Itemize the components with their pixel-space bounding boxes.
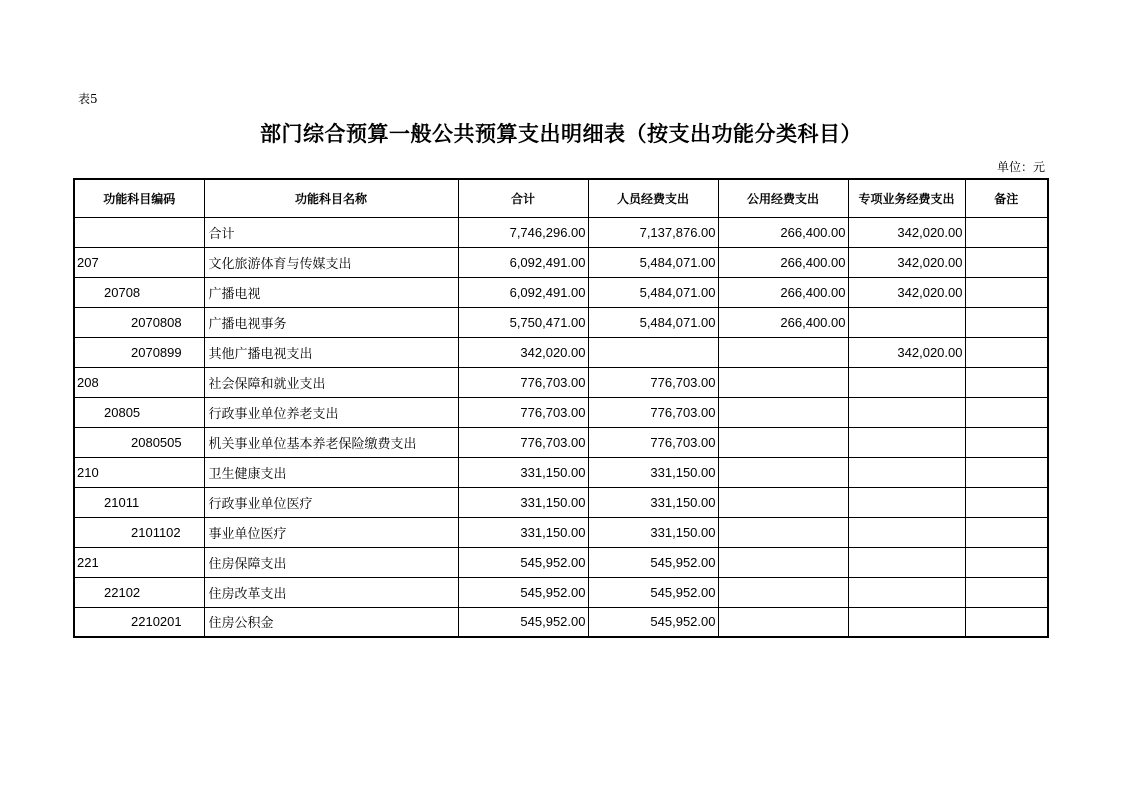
cell-total: 5,750,471.00 xyxy=(458,307,588,337)
cell-special xyxy=(848,547,965,577)
cell-code: 20805 xyxy=(74,397,204,427)
cell-public: 266,400.00 xyxy=(718,307,848,337)
table-row xyxy=(74,247,1048,277)
table-row xyxy=(74,487,1048,517)
cell-personnel: 545,952.00 xyxy=(588,547,718,577)
table-body xyxy=(74,217,1048,637)
cell-special xyxy=(848,427,965,457)
cell-code: 208 xyxy=(74,367,204,397)
cell-public xyxy=(718,367,848,397)
cell-personnel: 776,703.00 xyxy=(588,367,718,397)
header-personnel: 人员经费支出 xyxy=(588,179,718,217)
cell-name: 住房公积金 xyxy=(204,607,458,637)
cell-remark xyxy=(965,277,1048,307)
cell-total: 6,092,491.00 xyxy=(458,277,588,307)
cell-name: 行政事业单位医疗 xyxy=(204,487,458,517)
cell-special xyxy=(848,367,965,397)
cell-remark xyxy=(965,367,1048,397)
cell-personnel: 7,137,876.00 xyxy=(588,217,718,247)
cell-personnel: 331,150.00 xyxy=(588,487,718,517)
cell-total: 342,020.00 xyxy=(458,337,588,367)
cell-personnel: 545,952.00 xyxy=(588,577,718,607)
cell-name: 社会保障和就业支出 xyxy=(204,367,458,397)
table-number-label: 表5 xyxy=(78,92,98,106)
table-row xyxy=(74,397,1048,427)
cell-code: 2070808 xyxy=(74,307,204,337)
cell-personnel: 5,484,071.00 xyxy=(588,307,718,337)
unit-label: 单位：元 xyxy=(996,160,1045,174)
cell-name: 卫生健康支出 xyxy=(204,457,458,487)
cell-total: 331,150.00 xyxy=(458,487,588,517)
table-row xyxy=(74,217,1048,247)
cell-remark xyxy=(965,397,1048,427)
table-row xyxy=(74,307,1048,337)
cell-special xyxy=(848,307,965,337)
cell-personnel: 776,703.00 xyxy=(588,427,718,457)
cell-remark xyxy=(965,307,1048,337)
cell-code: 210 xyxy=(74,457,204,487)
cell-public xyxy=(718,337,848,367)
cell-name: 广播电视事务 xyxy=(204,307,458,337)
cell-name: 住房改革支出 xyxy=(204,577,458,607)
cell-code: 2080505 xyxy=(74,427,204,457)
cell-remark xyxy=(965,517,1048,547)
cell-public xyxy=(718,547,848,577)
cell-special xyxy=(848,397,965,427)
cell-personnel: 776,703.00 xyxy=(588,397,718,427)
cell-code: 2210201 xyxy=(74,607,204,637)
cell-public xyxy=(718,577,848,607)
table-row xyxy=(74,457,1048,487)
cell-special xyxy=(848,607,965,637)
cell-code: 22102 xyxy=(74,577,204,607)
cell-public xyxy=(718,517,848,547)
cell-public xyxy=(718,607,848,637)
cell-remark xyxy=(965,547,1048,577)
table-header-row xyxy=(74,179,1048,217)
table-row xyxy=(74,607,1048,637)
cell-remark xyxy=(965,457,1048,487)
table-row xyxy=(74,277,1048,307)
cell-code: 2101102 xyxy=(74,517,204,547)
cell-special xyxy=(848,517,965,547)
cell-name: 文化旅游体育与传媒支出 xyxy=(204,247,458,277)
cell-remark xyxy=(965,607,1048,637)
cell-remark xyxy=(965,487,1048,517)
cell-remark xyxy=(965,577,1048,607)
table-row xyxy=(74,577,1048,607)
cell-code xyxy=(74,217,204,247)
cell-personnel xyxy=(588,337,718,367)
cell-remark xyxy=(965,427,1048,457)
cell-special: 342,020.00 xyxy=(848,247,965,277)
cell-total: 7,746,296.00 xyxy=(458,217,588,247)
header-remark: 备注 xyxy=(965,179,1048,217)
cell-special xyxy=(848,487,965,517)
cell-remark xyxy=(965,337,1048,367)
cell-name: 住房保障支出 xyxy=(204,547,458,577)
cell-public xyxy=(718,457,848,487)
cell-name: 机关事业单位基本养老保险缴费支出 xyxy=(204,427,458,457)
cell-public: 266,400.00 xyxy=(718,217,848,247)
cell-total: 6,092,491.00 xyxy=(458,247,588,277)
header-code: 功能科目编码 xyxy=(74,179,204,217)
cell-special: 342,020.00 xyxy=(848,277,965,307)
cell-special xyxy=(848,457,965,487)
cell-code: 21011 xyxy=(74,487,204,517)
cell-personnel: 5,484,071.00 xyxy=(588,247,718,277)
header-total: 合计 xyxy=(458,179,588,217)
budget-detail-table xyxy=(73,178,1049,638)
cell-name: 广播电视 xyxy=(204,277,458,307)
header-name: 功能科目名称 xyxy=(204,179,458,217)
cell-special: 342,020.00 xyxy=(848,337,965,367)
cell-name: 事业单位医疗 xyxy=(204,517,458,547)
table-row xyxy=(74,547,1048,577)
cell-personnel: 331,150.00 xyxy=(588,517,718,547)
cell-remark xyxy=(965,247,1048,277)
cell-public xyxy=(718,427,848,457)
header-special: 专项业务经费支出 xyxy=(848,179,965,217)
cell-code: 207 xyxy=(74,247,204,277)
cell-public xyxy=(718,397,848,427)
cell-total: 331,150.00 xyxy=(458,457,588,487)
table-row xyxy=(74,427,1048,457)
table-row xyxy=(74,337,1048,367)
cell-code: 221 xyxy=(74,547,204,577)
cell-total: 776,703.00 xyxy=(458,427,588,457)
cell-name: 其他广播电视支出 xyxy=(204,337,458,367)
cell-personnel: 545,952.00 xyxy=(588,607,718,637)
cell-total: 545,952.00 xyxy=(458,607,588,637)
cell-code: 2070899 xyxy=(74,337,204,367)
cell-public xyxy=(718,487,848,517)
table-row xyxy=(74,517,1048,547)
cell-total: 776,703.00 xyxy=(458,397,588,427)
cell-personnel: 331,150.00 xyxy=(588,457,718,487)
cell-public: 266,400.00 xyxy=(718,277,848,307)
cell-personnel: 5,484,071.00 xyxy=(588,277,718,307)
cell-public: 266,400.00 xyxy=(718,247,848,277)
cell-special xyxy=(848,577,965,607)
table-row xyxy=(74,367,1048,397)
cell-name: 行政事业单位养老支出 xyxy=(204,397,458,427)
cell-special: 342,020.00 xyxy=(848,217,965,247)
cell-name: 合计 xyxy=(204,217,458,247)
cell-remark xyxy=(965,217,1048,247)
cell-total: 545,952.00 xyxy=(458,577,588,607)
cell-total: 776,703.00 xyxy=(458,367,588,397)
cell-total: 545,952.00 xyxy=(458,547,588,577)
header-public: 公用经费支出 xyxy=(718,179,848,217)
cell-total: 331,150.00 xyxy=(458,517,588,547)
cell-code: 20708 xyxy=(74,277,204,307)
page-title: 部门综合预算一般公共预算支出明细表（按支出功能分类科目） xyxy=(260,121,862,146)
